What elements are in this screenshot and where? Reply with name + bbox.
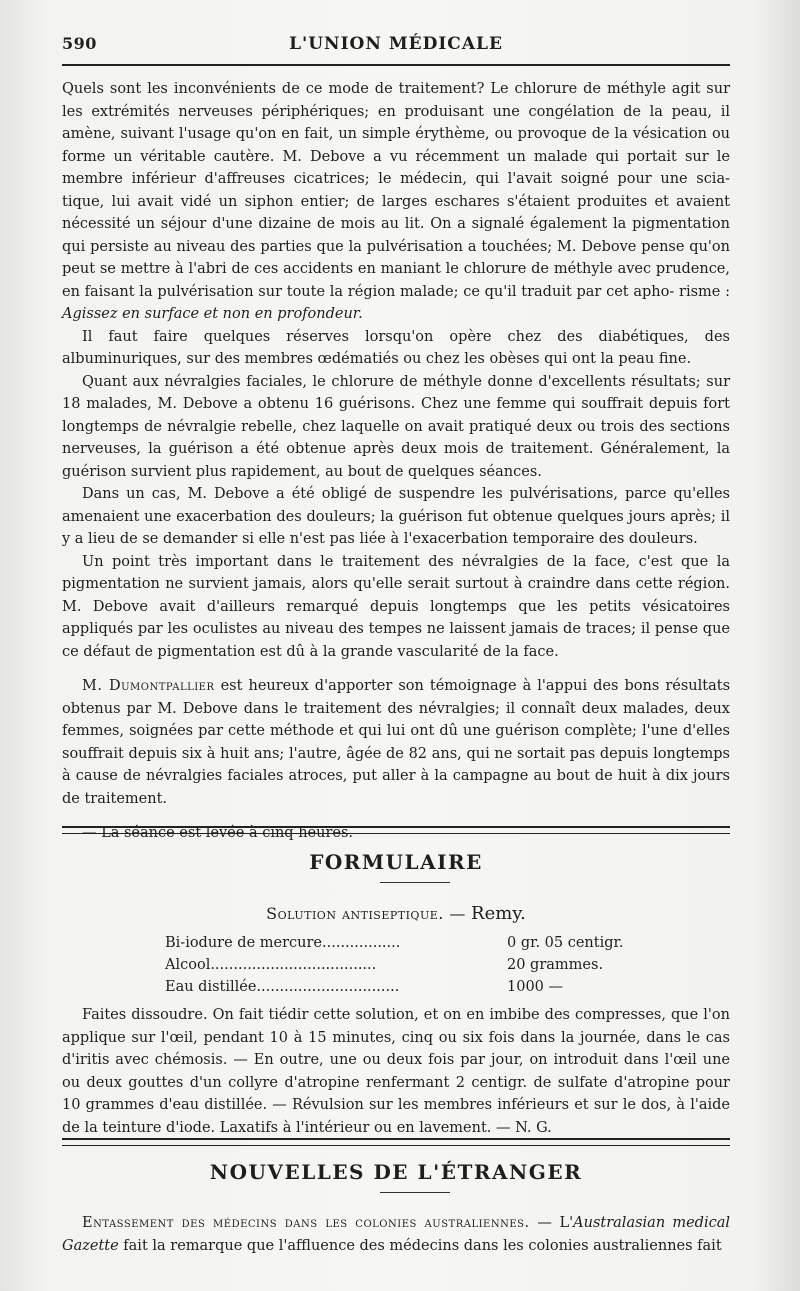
news-lead: Entassement des médecins dans les colonies australiennes. — — [82, 1215, 553, 1231]
p1-last-prefix: risme : — [679, 283, 730, 300]
p1-line: peut se mettre à l'abri de ces accidents en maniant le chlorure de méthyle avec prudence, — [62, 261, 730, 277]
nouvelles-body — [62, 1212, 730, 1257]
section-divider — [62, 826, 730, 834]
speaker-name: M. Dumontpallier — [82, 678, 215, 694]
article-body — [62, 78, 730, 845]
p1-line: tique, lui avait vidé un siphon entier; de larges eschares s'étaient produites et avaient — [62, 193, 730, 210]
recipe-title — [62, 903, 730, 924]
running-title: L'UNION MÉDICALE — [289, 34, 503, 54]
p1-line: membre inférieur d'affreuses cicatrices; le médecin, qui l'avait soigné pour une scia- — [62, 171, 730, 187]
ingredient-list — [165, 932, 645, 998]
ingredient-name: Bi-iodure de mercure................. — [165, 935, 401, 951]
paragraph-2: Il faut faire quelques réserves lorsqu'on opère chez des diabétiques, des albuminuriques, sur des membres œdématiés ou chez les obèses qui ont la peau fine. — [62, 328, 730, 367]
ingredient-row — [165, 954, 645, 976]
formulaire-heading-rule — [380, 882, 450, 883]
section-divider — [62, 1138, 730, 1146]
p1-line: ou forme un véritable cautère. M. Debove a vu récemment un malade qui portait sur le — [62, 126, 731, 165]
paragraph-1 — [62, 78, 730, 326]
paragraph-6-text: est heureux d'apporter son témoignage à l'appui des bons résultats obtenus par M. Debove dans le traitement des névralgies; il connaît deux malades, deux femmes, soignées par cette méthode et qui lui ont dû une guérison complète; l'une d'elles souffrait depuis six à huit ans; l'autre, âgée de 82 ans, qui ne sortait pas depuis longtemps à cause de névralgies faciales atroces, put aller à la campagne au bout de huit à dix jours de traitement. — [62, 678, 731, 807]
p1-line: en faisant la pulvérisation sur toute la région malade; ce qu'il traduit par cet apho- — [62, 283, 675, 300]
nouvelles-heading-rule — [380, 1192, 450, 1193]
nouvelles-paragraph — [62, 1212, 730, 1257]
p1-line: Quels sont les inconvénients de ce mode de traitement? Le chlorure de méthyle agit — [62, 81, 701, 97]
news-lead-text: L' — [559, 1215, 574, 1231]
recipe-instructions: Faites dissoudre. On fait tiédir cette solution, et on en imbibe des compresses, que l'on applique sur l'œil, pendant 10 à 15 minutes, cinq ou six fois dans la journée, dans le cas d'iritis avec chémosis. — En outre, une ou deux fois par jour, on introduit dans l'œil une ou deux gouttes d'un collyre d'atropine renfermant 2 centigr. de sulfate d'atropine pour 10 grammes d'eau distillée. — Révulsion sur les membres inférieurs et sur le dos, à l'aide de la teinture d'iode. Laxatifs à l'intérieur ou en lavement. — N. G. — [62, 1007, 730, 1136]
nouvelles-heading: NOUVELLES DE L'ÉTRANGER — [209, 1160, 583, 1184]
page-number: 590 — [62, 34, 97, 53]
paragraph-4: Dans un cas, M. Debove a été obligé de suspendre les pulvérisations, parce qu'elles amenaient une exacerbation des douleurs; la guérison fut obtenue quelques jours après; il y a lieu de se demander si elle n'est pas liée à l'exacerbation temporaire des douleurs. — [62, 486, 730, 547]
paragraph-6 — [62, 675, 730, 810]
recipe-name: Solution antiseptique. — — [266, 904, 466, 923]
paragraph-3: Quant aux névralgies faciales, le chlorure de méthyle donne d'excellents résultats; sur 18 malades, M. Debove a obtenu 16 guérisons. Chez une femme qui souffrait depuis fort longtemps de névralgie rebelle, chez laquelle on avait pratiqué deux ou trois des sections nerveuses, la guérison a été obtenue après deux mois de traitement. Généralement, la guérison survient plus rapidement, au bout de quelques séances. — [62, 373, 730, 480]
journal-name: Australasian medical Gazette — [62, 1215, 731, 1254]
formulaire-heading: FORMULAIRE — [309, 850, 483, 874]
closing-line: — La séance est levée à cinq heures. — [82, 825, 354, 841]
header-rule — [62, 64, 730, 66]
aphorism: Agissez en surface et non en profondeur. — [62, 306, 363, 322]
paragraph-5: Un point très important dans le traitement des névralgies de la face, c'est que la pigmentation ne survient jamais, alors qu'elle serait surtout à craindre dans cette région. M. Debove avait d'ailleurs remarqué depuis longtemps que les petits vésicatoires appliqués par les oculistes au niveau des tempes ne laissent jamais de traces; il pense que ce défaut de pigmentation est dû à la grande vascularité de la face. — [62, 553, 730, 660]
p1-line: amène, suivant l'usage qu'on en fait, un simple érythème, ou provoque de la vésication — [62, 126, 707, 142]
page-header — [62, 34, 730, 60]
recipe-author: Remy. — [471, 903, 526, 924]
ingredient-name: Alcool.................................... — [165, 957, 377, 973]
news-text: fait la remarque que l'affluence des médecins dans les colonies australiennes fait — [123, 1237, 722, 1254]
ingredient-quantity: 1000 — — [507, 979, 564, 995]
ingredient-row — [165, 932, 645, 954]
ingredient-quantity: 20 grammes. — [507, 957, 604, 973]
ingredient-name: Eau distillée............................... — [165, 979, 400, 995]
p1-line: qui persiste au niveau des parties que la pulvérisation a touchées; M. Debove pense qu'on — [62, 238, 730, 255]
p1-line: sur les extrémités nerveuses périphériques; en produisant une congélation de la peau, il — [62, 81, 731, 120]
p1-line: nécessité un séjour d'une dizaine de mois au lit. On a signalé également la pigmentation — [62, 216, 730, 232]
ingredient-quantity: 0 gr. 05 centigr. — [507, 935, 624, 951]
ingredient-row — [165, 976, 645, 998]
recipe-instructions-block — [62, 1004, 730, 1139]
